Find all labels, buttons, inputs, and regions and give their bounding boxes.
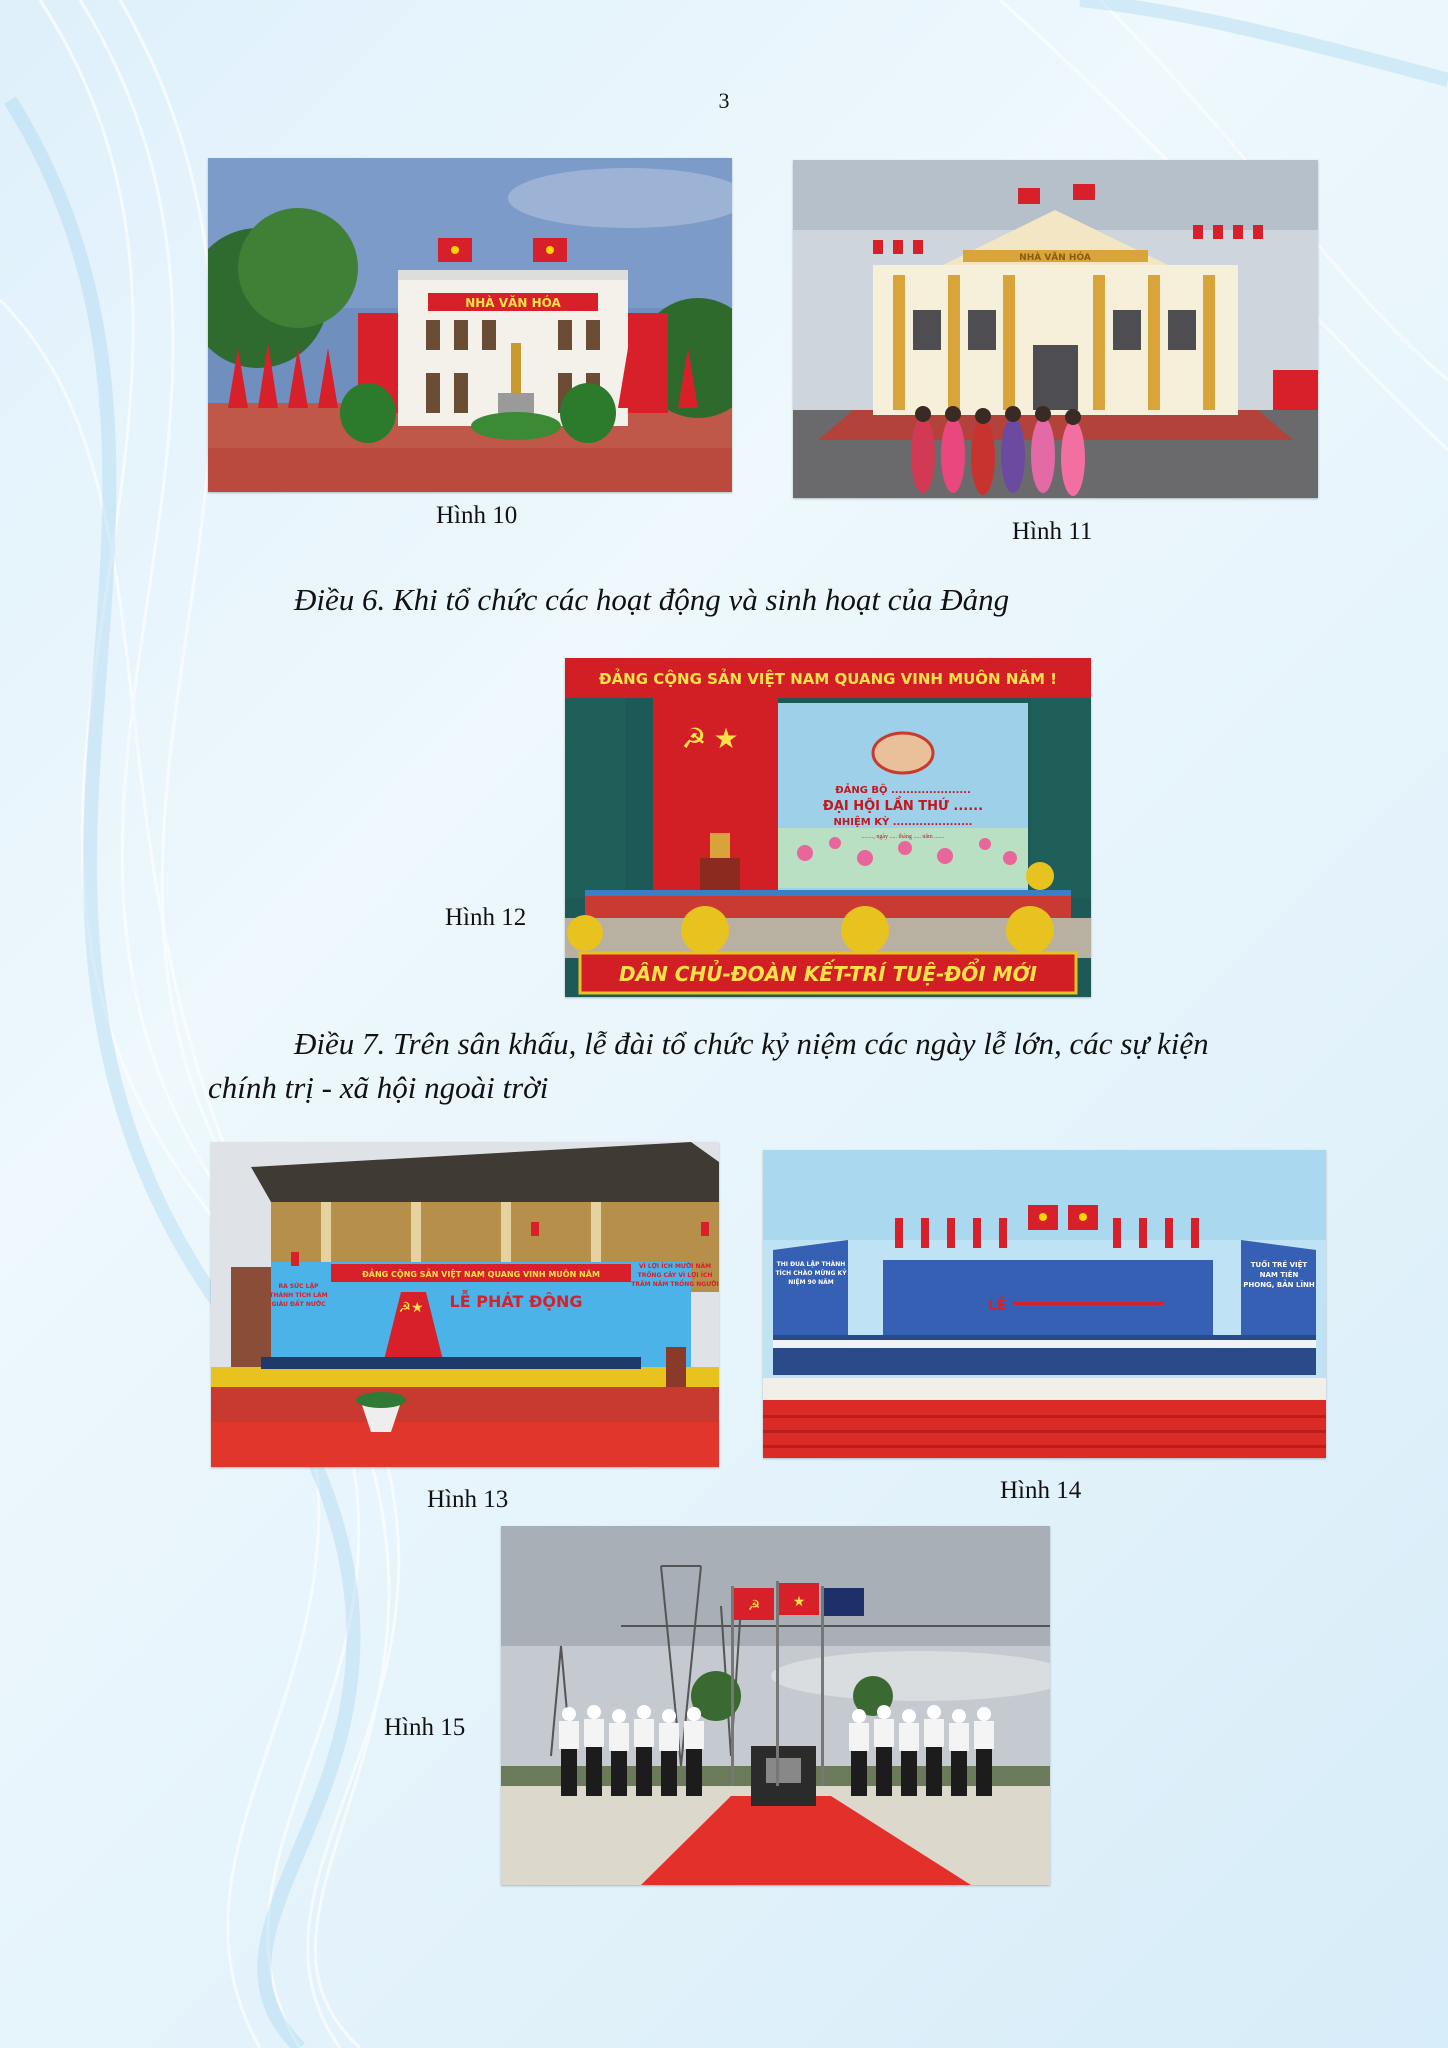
figure-13-image — [211, 1142, 719, 1467]
figure-12-backdrop-line2: ĐẠI HỘI LẦN THỨ ...... — [822, 799, 984, 814]
figure-12-backdrop-line3: NHIỆM KỲ ..................... — [833, 817, 973, 828]
figure-12-caption: Hình 12 — [445, 904, 527, 931]
figure-15-image — [501, 1526, 1050, 1885]
figure-14-stage-word: LỄ — [988, 1298, 1007, 1314]
figure-14-left-panel: THI ĐUA LẬP THÀNH TÍCH CHÀO MỪNG KỶ NIỆM 90 NĂM — [775, 1261, 847, 1286]
figure-14-image — [763, 1150, 1326, 1458]
figure-12-bottom-banner: DÂN CHỦ-ĐOÀN KẾT-TRÍ TUỆ-ĐỔI MỚI — [619, 962, 1037, 986]
article-7-line2: chính trị - xã hội ngoài trời — [208, 1070, 549, 1105]
figure-12-backdrop-line1: ĐẢNG BỘ ..................... — [835, 785, 971, 796]
figure-15-national-flag-icon: ★ — [792, 1595, 806, 1610]
figure-13-emblem-icon: ☭★ — [398, 1301, 424, 1316]
article-6-heading: Điều 6. Khi tổ chức các hoạt động và sinh hoạt của Đảng — [294, 582, 1010, 617]
figure-15-caption: Hình 15 — [384, 1714, 466, 1741]
figure-13-caption: Hình 13 — [427, 1486, 509, 1513]
figure-12-backdrop-line4: ........, ngày ..... tháng ..... năm ....... — [861, 834, 945, 840]
figure-13-title: LỄ PHÁT ĐỘNG — [449, 1292, 583, 1311]
article-7-line1: Điều 7. Trên sân khấu, lễ đài tổ chức kỷ niệm các ngày lễ lớn, các sự kiện — [294, 1026, 1209, 1061]
figure-11-caption: Hình 11 — [1012, 518, 1093, 545]
figure-15-party-flag-icon: ☭ — [747, 1599, 761, 1614]
page-number: 3 — [718, 88, 730, 113]
figure-14-right-panel: TUỔI TRẺ VIỆT NAM TIÊN PHONG, BẢN LĨNH — [1243, 1261, 1315, 1289]
figure-12-top-banner: ĐẢNG CỘNG SẢN VIỆT NAM QUANG VINH MUÔN NĂM ! — [599, 670, 1057, 688]
figure-13-left-panel: RA SỨC LẬP THÀNH TÍCH LÀM GIÀU ĐẤT NƯỚC — [269, 1283, 328, 1308]
figure-13-right-panel: VÌ LỢI ÍCH MƯỜI NĂM TRỒNG CÂY VÌ LỢI ÍCH TRĂM NĂM TRỒNG NGƯỜI — [631, 1263, 719, 1288]
figure-11-image — [793, 160, 1318, 498]
figure-14-caption: Hình 14 — [1000, 1477, 1082, 1504]
figure-13-banner: ĐẢNG CỘNG SẢN VIỆT NAM QUANG VINH MUÔN NĂM — [362, 1270, 600, 1279]
figure-10-caption: Hình 10 — [436, 502, 518, 529]
figure-12-image — [565, 658, 1091, 997]
figure-10-sign: NHÀ VĂN HÓA — [465, 296, 561, 310]
figure-10-image — [208, 158, 732, 492]
figure-11-sign: NHÀ VĂN HÓA — [1019, 253, 1091, 263]
party-emblem-icon: ☭ ★ — [681, 724, 739, 755]
